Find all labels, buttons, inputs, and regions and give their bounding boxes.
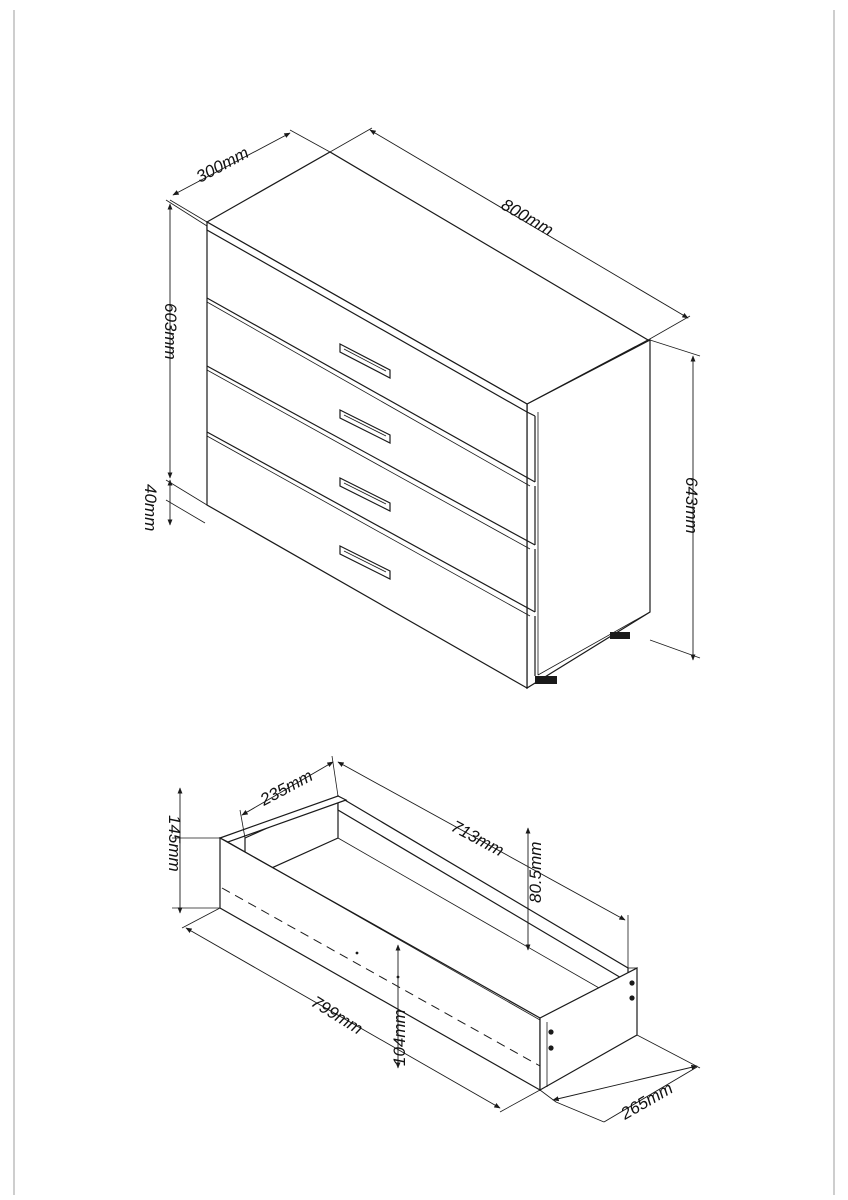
- drawer-front-panel: [220, 838, 540, 1090]
- total-height-dimension-label: 643mm: [682, 477, 701, 534]
- drawer-right-side: [540, 968, 637, 1090]
- screw-hole: [548, 1029, 553, 1034]
- inner-height-dimension-label: 80.5mm: [526, 841, 545, 903]
- screw-hole: [356, 952, 359, 955]
- screw-hole: [548, 1045, 553, 1050]
- screw-hole: [629, 995, 634, 1000]
- chest-of-drawers: [141, 128, 701, 688]
- screw-hole: [629, 980, 634, 985]
- front-width-dimension-label: 799mm: [307, 992, 367, 1039]
- leg-height-dimension-label: 40mm: [141, 484, 160, 532]
- inner-width-dimension-label: 713mm: [448, 816, 508, 861]
- width-dimension-label: 800mm: [498, 195, 557, 240]
- depth-dimension-label: 300mm: [192, 143, 252, 187]
- inner-depth-dimension-label: 235mm: [256, 766, 316, 810]
- drawer-detail: [165, 756, 700, 1124]
- chest-foot-back: [610, 632, 630, 639]
- front-height-dimension-label: 104mm: [390, 1009, 409, 1066]
- side-depth-dimension-label: 265mm: [617, 1078, 677, 1124]
- body-height-dimension-label: 603mm: [161, 303, 180, 360]
- drawer-height-dimension-label: 145mm: [165, 815, 184, 872]
- chest-foot-front: [535, 676, 557, 684]
